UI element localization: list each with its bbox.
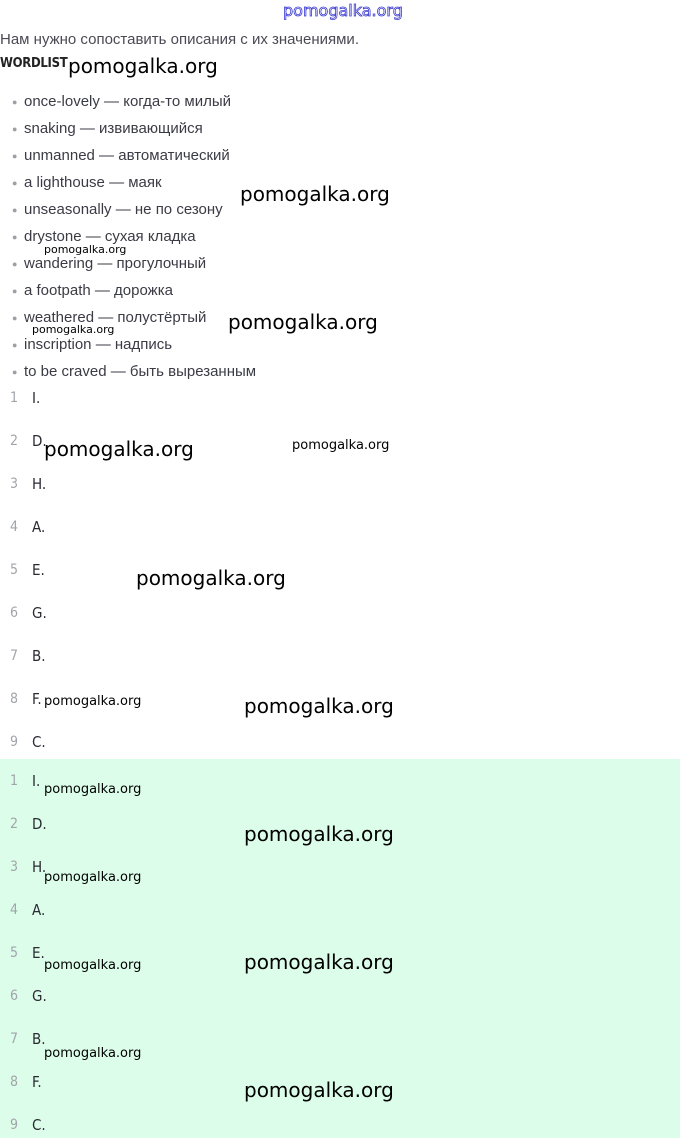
row-answer: I. — [32, 771, 41, 790]
bullet-icon: ● — [12, 177, 18, 188]
watermark: pomogalka.org — [44, 782, 142, 797]
watermark: pomogalka.org — [44, 437, 194, 461]
answer-list — [0, 376, 680, 763]
row-answer: E. — [32, 943, 45, 962]
answer-row — [0, 931, 680, 974]
watermark: pomogalka.org — [44, 243, 127, 256]
word-entry: weathered — полустёртый — [24, 309, 207, 326]
word-entry: snaking — извивающийся — [24, 120, 203, 137]
bullet-icon: ● — [12, 231, 18, 242]
list-item — [12, 331, 342, 358]
row-number: 9 — [10, 733, 19, 750]
list-item — [12, 142, 342, 169]
row-answer: A. — [32, 900, 46, 919]
row-number: 5 — [10, 561, 19, 578]
watermark: pomogalka.org — [32, 323, 115, 336]
watermark: pomogalka.org — [44, 870, 142, 885]
answer-row — [0, 548, 680, 591]
answer-row — [0, 974, 680, 1017]
word-entry: drystone — сухая кладка — [24, 228, 196, 245]
word-entry: unseasonally — не по сезону — [24, 201, 223, 218]
answer-row — [0, 720, 680, 763]
word-entry: a lighthouse — маяк — [24, 174, 162, 191]
watermark: pomogalka.org — [244, 694, 394, 718]
answer-row — [0, 505, 680, 548]
row-number: 6 — [10, 987, 19, 1004]
intro-text: Нам нужно сопоставить описания с их значениями. — [0, 31, 359, 48]
watermark: pomogalka.org — [136, 566, 286, 590]
list-item — [12, 196, 342, 223]
row-number: 7 — [10, 1030, 19, 1047]
answer-row — [0, 462, 680, 505]
watermark: pomogalka.org — [44, 694, 142, 709]
answer-row — [0, 759, 680, 802]
bullet-icon: ● — [12, 150, 18, 161]
answer-row — [0, 1017, 680, 1060]
list-item — [12, 223, 342, 250]
row-number: 7 — [10, 647, 19, 664]
watermark: pomogalka.org — [228, 310, 378, 334]
answer-row — [0, 376, 680, 419]
wordlist — [12, 88, 342, 385]
answer-row — [0, 1060, 680, 1103]
row-number: 1 — [10, 389, 19, 406]
row-number: 3 — [10, 475, 19, 492]
wordlist-heading: WORDLIST — [0, 56, 68, 71]
row-number: 5 — [10, 944, 19, 961]
row-answer: G. — [32, 986, 47, 1005]
row-answer: B. — [32, 646, 46, 665]
list-item — [12, 88, 342, 115]
row-number: 4 — [10, 901, 19, 918]
list-item — [12, 304, 342, 331]
row-answer: H. — [32, 474, 47, 493]
watermark: pomogalka.org — [244, 822, 394, 846]
row-answer: A. — [32, 517, 46, 536]
row-number: 2 — [10, 815, 19, 832]
watermark: pomogalka.org — [44, 958, 142, 973]
answer-row — [0, 419, 680, 462]
row-number: 9 — [10, 1116, 19, 1133]
watermark: pomogalka.org — [244, 950, 394, 974]
bullet-icon: ● — [12, 366, 18, 377]
answer-row — [0, 845, 680, 888]
site-logo[interactable]: pomogalka.org — [283, 1, 403, 20]
row-answer: G. — [32, 603, 47, 622]
bullet-icon: ● — [12, 339, 18, 350]
watermark: pomogalka.org — [68, 54, 218, 78]
row-answer: I. — [32, 388, 41, 407]
watermark: pomogalka.org — [240, 182, 390, 206]
row-number: 4 — [10, 518, 19, 535]
row-number: 1 — [10, 772, 19, 789]
word-entry: once-lovely — когда-то милый — [24, 93, 231, 110]
answer-row — [0, 802, 680, 845]
row-answer: F. — [32, 1072, 42, 1091]
word-entry: wandering — прогулочный — [24, 255, 207, 272]
row-answer: F. — [32, 689, 42, 708]
row-number: 6 — [10, 604, 19, 621]
watermark: pomogalka.org — [244, 1078, 394, 1102]
list-item — [12, 169, 342, 196]
answer-row — [0, 1103, 680, 1146]
list-item — [12, 115, 342, 142]
answer-row — [0, 677, 680, 720]
row-number: 8 — [10, 690, 19, 707]
row-number: 8 — [10, 1073, 19, 1090]
row-answer: D. — [32, 431, 47, 450]
word-entry: to be craved — быть вырезанным — [24, 363, 257, 380]
watermark: pomogalka.org — [292, 438, 390, 453]
row-number: 3 — [10, 858, 19, 875]
row-answer: C. — [32, 1115, 46, 1134]
bullet-icon: ● — [12, 312, 18, 323]
bullet-icon: ● — [12, 123, 18, 134]
bullet-icon: ● — [12, 96, 18, 107]
bullet-icon: ● — [12, 285, 18, 296]
row-answer: H. — [32, 857, 47, 876]
row-answer: C. — [32, 732, 46, 751]
answer-row — [0, 591, 680, 634]
list-item — [12, 277, 342, 304]
bullet-icon: ● — [12, 204, 18, 215]
watermark: pomogalka.org — [44, 1046, 142, 1061]
word-entry: inscription — надпись — [24, 336, 173, 353]
word-entry: unmanned — автоматический — [24, 147, 230, 164]
row-answer: B. — [32, 1029, 46, 1048]
bullet-icon: ● — [12, 258, 18, 269]
answer-row — [0, 634, 680, 677]
word-entry: a footpath — дорожка — [24, 282, 173, 299]
row-answer: D. — [32, 814, 47, 833]
list-item — [12, 250, 342, 277]
row-number: 2 — [10, 432, 19, 449]
row-answer: E. — [32, 560, 45, 579]
answer-row — [0, 888, 680, 931]
highlighted-answer-list — [0, 759, 680, 1138]
